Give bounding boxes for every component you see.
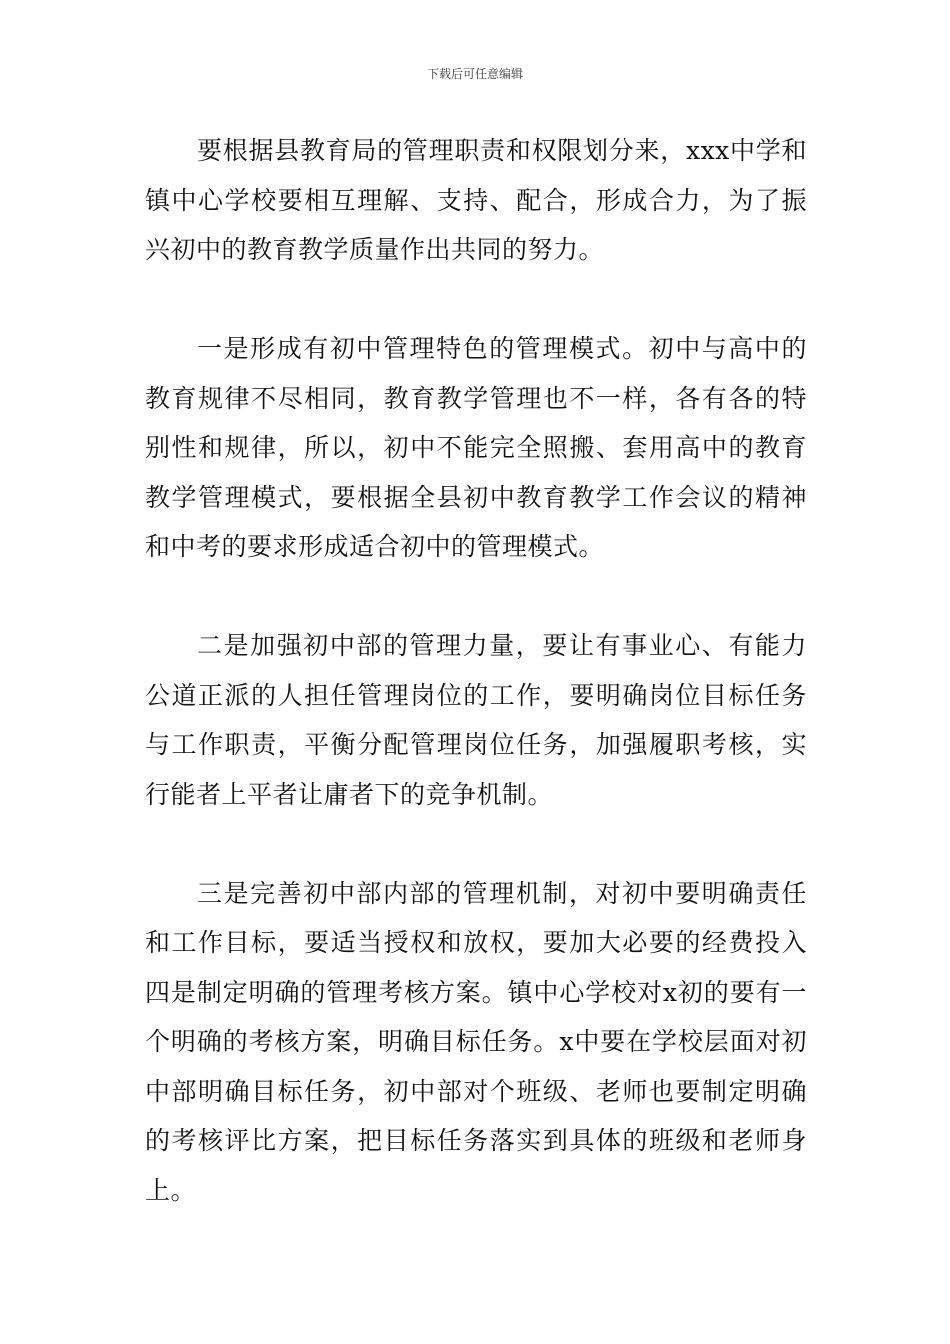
paragraph-3: 二是加强初中部的管理力量，要让有事业心、有能力公道正派的人担任管理岗位的工作，要明确岗位目标任务与工作职责，平衡分配管理岗位任务，加强履职考核，实行能者上平者让庸者下的竞争机制。 (145, 631, 807, 809)
paragraph-2: 一是形成有初中管理特色的管理模式。初中与高中的教育规律不尽相同，教育教学管理也不一样，各有各的特别性和规律，所以，初中不能完全照搬、套用高中的教育教学管理模式，要根据全县初中教育教学工作会议的精神和中考的要求形成适合初中的管理模式。 (145, 334, 807, 561)
paragraph-4: 三是完善初中部内部的管理机制，对初中要明确责任和工作目标，要适当授权和放权，要加大必要的经费投入四是制定明确的管理考核方案。镇中心学校对x初的要有一个明确的考核方案，明确目标任务。x中要在学校层面对初中部明确目标任务，初中部对个班级、老师也要制定明确的考核评比方案，把目标任务落实到具体的班级和老师身上。 (145, 878, 807, 1205)
paragraph-1: 要根据县教育局的管理职责和权限划分来，xxx中学和镇中心学校要相互理解、支持、配合，形成合力，为了振兴初中的教育教学质量作出共同的努力。 (145, 136, 807, 264)
page-header: 下载后可任意编辑 (426, 67, 523, 81)
document-body (145, 126, 807, 1215)
